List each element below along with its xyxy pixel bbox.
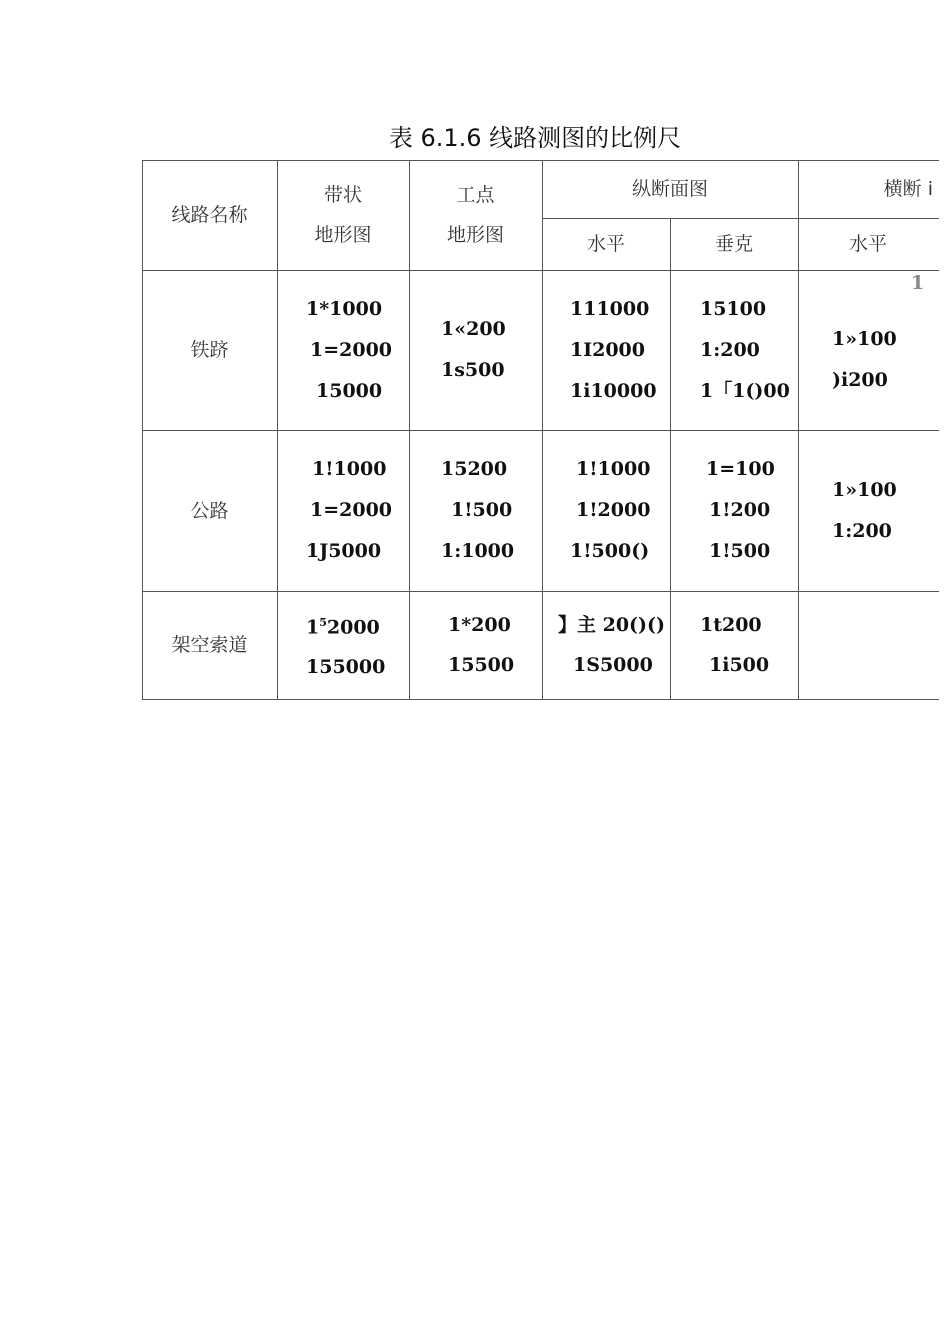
row-name-text: 公路 [190,499,229,522]
value: 111000 [570,297,650,320]
header-site-map [409,160,542,270]
value: 1=2000 [310,338,393,361]
value: 1*200 [448,614,511,636]
value: )i200 [832,369,888,391]
cell-strip-highway [306,430,406,591]
value: 155000 [306,656,386,679]
row-name-text: 架空索道 [171,634,248,656]
value: 1!1000 [576,458,651,480]
cell-prof-v-railway [700,270,796,430]
stray-marker: 1 [911,272,925,294]
cell-prof-h-ropeway [558,591,670,699]
value [306,603,380,647]
value: 1S5000 [573,654,653,676]
rule-bottom [142,699,939,700]
value-rest: 2000 [326,616,380,639]
value: 1t200 [700,614,762,636]
cell-prof-h-railway [570,270,670,430]
value: 】主 20()() [558,614,666,636]
header-prof-v-text: 垂克 [714,233,753,255]
header-site-line1: 工点 [456,184,495,206]
value: 1!1000 [312,458,387,480]
header-prof-h-text: 水平 [586,233,625,255]
value: 1=100 [706,458,775,480]
cell-cross-h-highway [832,430,932,591]
value: 1!200 [709,499,771,521]
header-site-line2: 地形图 [446,224,504,246]
header-strip-line2: 地形图 [314,224,372,246]
row-name-text: 铁跻 [190,339,229,361]
cell-site-highway [441,430,541,591]
value: 1!500() [570,540,650,562]
cell-prof-v-ropeway [700,591,796,699]
value-superscript: 5 [319,615,327,629]
value: 1I2000 [570,338,645,361]
value: 1i500 [709,654,770,676]
value: 1»100 [832,328,897,350]
header-cross-section [800,160,950,218]
cell-cross-h-ropeway [800,591,938,699]
header-route-name-text: 线路名称 [171,204,248,226]
value: 1「1()00 [700,379,790,402]
value: 15000 [316,379,383,402]
value-base: 1 [306,616,320,639]
value: 15100 [700,297,767,320]
rule-v4 [670,218,671,700]
header-profile [542,160,798,218]
row-name-railway [142,270,277,430]
row-name-highway [142,430,277,591]
row-name-ropeway [142,591,277,699]
cell-site-railway [441,270,541,430]
cell-site-ropeway [448,591,540,699]
value: 1i10000 [570,379,657,402]
header-cross-horizontal [798,218,938,270]
value: 1*1000 [306,297,383,320]
value: 1:1000 [441,540,515,562]
header-profile-text: 纵断面图 [631,178,708,200]
value: 1J5000 [306,540,382,562]
value: 1«200 [441,318,506,340]
value: 1»100 [832,478,897,501]
value: 1:200 [832,519,892,542]
header-cross-text: 横断 i [883,178,933,200]
header-strip-line1: 带状 [323,184,362,206]
header-cross-h-text: 水平 [848,233,887,255]
header-route-name [142,160,277,270]
value: 1!500 [451,499,513,521]
value: 15200 [441,458,508,480]
value: 1!2000 [576,499,651,521]
value: 1:200 [700,338,760,361]
cell-prof-h-highway [570,430,670,591]
header-profile-horizontal [542,218,670,270]
table-title: 表 6.1.6 线路测图的比例尺 [388,124,682,152]
value: 1!500 [709,540,771,562]
header-profile-vertical [670,218,798,270]
header-strip-map [277,160,409,270]
value: 15500 [448,654,515,676]
cell-cross-h-railway [832,270,932,430]
value: 1=2000 [310,499,393,521]
cell-strip-ropeway [306,591,406,699]
cell-prof-v-highway [706,430,796,591]
cell-strip-railway [306,270,406,430]
value: 1s500 [441,359,505,381]
